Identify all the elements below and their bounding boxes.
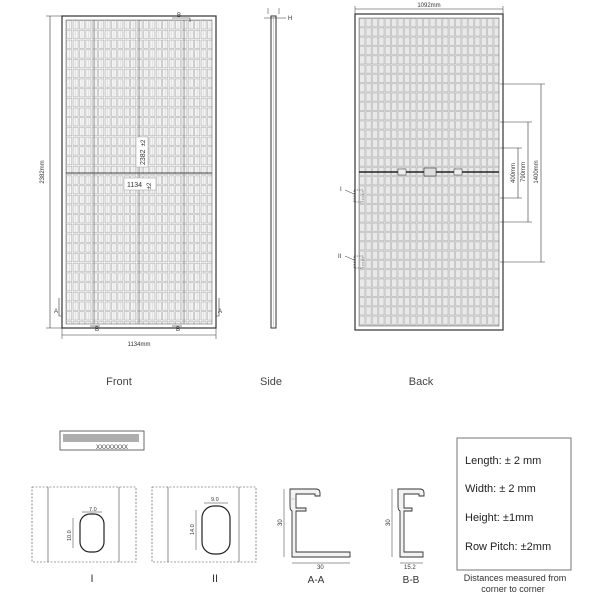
caption-side: Side xyxy=(259,376,283,388)
front-width-label: 1134mm xyxy=(127,342,151,348)
profile-aa-shape xyxy=(290,489,350,557)
spec-note-line2: corner to corner xyxy=(481,584,545,594)
caption-back: Back xyxy=(408,376,434,388)
tolerance-spec-box xyxy=(457,438,571,570)
side-h-label: H xyxy=(288,16,293,22)
side-view xyxy=(264,8,292,328)
detail-1-label: I xyxy=(90,573,94,585)
detail-1-height: 10.0 xyxy=(67,530,73,541)
caption-front: Front xyxy=(106,376,132,388)
back-dim-1400: 1400mm xyxy=(534,160,540,184)
detail-2 xyxy=(152,487,256,585)
detail-1-width: 7.0 xyxy=(89,507,97,513)
spec-row-pitch: Row Pitch: ±2mm xyxy=(465,541,552,553)
front-view xyxy=(40,13,222,348)
spec-width: Width: ± 2 mm xyxy=(465,483,536,495)
back-width-label: 1092mm xyxy=(417,3,441,9)
front-center-height-tol: ±2 xyxy=(141,139,147,147)
nameplate xyxy=(60,431,144,451)
front-section-b-left: B xyxy=(95,327,100,333)
back-dim-790: 790mm xyxy=(521,161,527,183)
spec-note-line1: Distances measured from xyxy=(463,573,567,583)
front-section-b-right: B xyxy=(176,327,181,333)
detail-2-width: 9.0 xyxy=(211,497,219,503)
front-section-a-right: A xyxy=(218,309,223,315)
profile-bb-height: 30 xyxy=(386,519,392,526)
profile-bb-label: B-B xyxy=(402,575,420,586)
profile-aa xyxy=(278,489,350,586)
front-center-width: 1134 xyxy=(127,182,143,189)
spec-height: Height: ±1mm xyxy=(465,512,534,524)
profile-bb xyxy=(386,489,424,586)
front-height-label: 2382mm xyxy=(40,160,46,184)
detail-1 xyxy=(32,487,136,585)
front-section-a-left: A xyxy=(54,309,59,315)
front-center-height: 2382 xyxy=(140,149,147,165)
profile-bb-width: 15.2 xyxy=(404,565,416,571)
profile-bb-shape xyxy=(398,489,424,557)
detail-2-slot xyxy=(202,506,230,554)
detail-2-height: 14.0 xyxy=(190,524,196,535)
front-center-width-tol: ±2 xyxy=(147,182,153,190)
detail-1-slot xyxy=(80,514,104,552)
detail-2-label: II xyxy=(211,573,219,585)
back-view xyxy=(338,3,545,330)
back-detail-1: I xyxy=(340,187,342,193)
profile-aa-width: 30 xyxy=(317,565,324,571)
profile-aa-height: 30 xyxy=(278,519,284,526)
front-section-b-top: B xyxy=(177,13,182,19)
spec-length: Length: ± 2 mm xyxy=(465,455,542,467)
profile-aa-label: A-A xyxy=(307,575,325,586)
junction-box xyxy=(424,168,436,176)
nameplate-serial: XXXXXXXX xyxy=(96,445,129,451)
back-detail-2: II xyxy=(338,254,342,260)
back-dim-400: 400mm xyxy=(511,162,517,184)
